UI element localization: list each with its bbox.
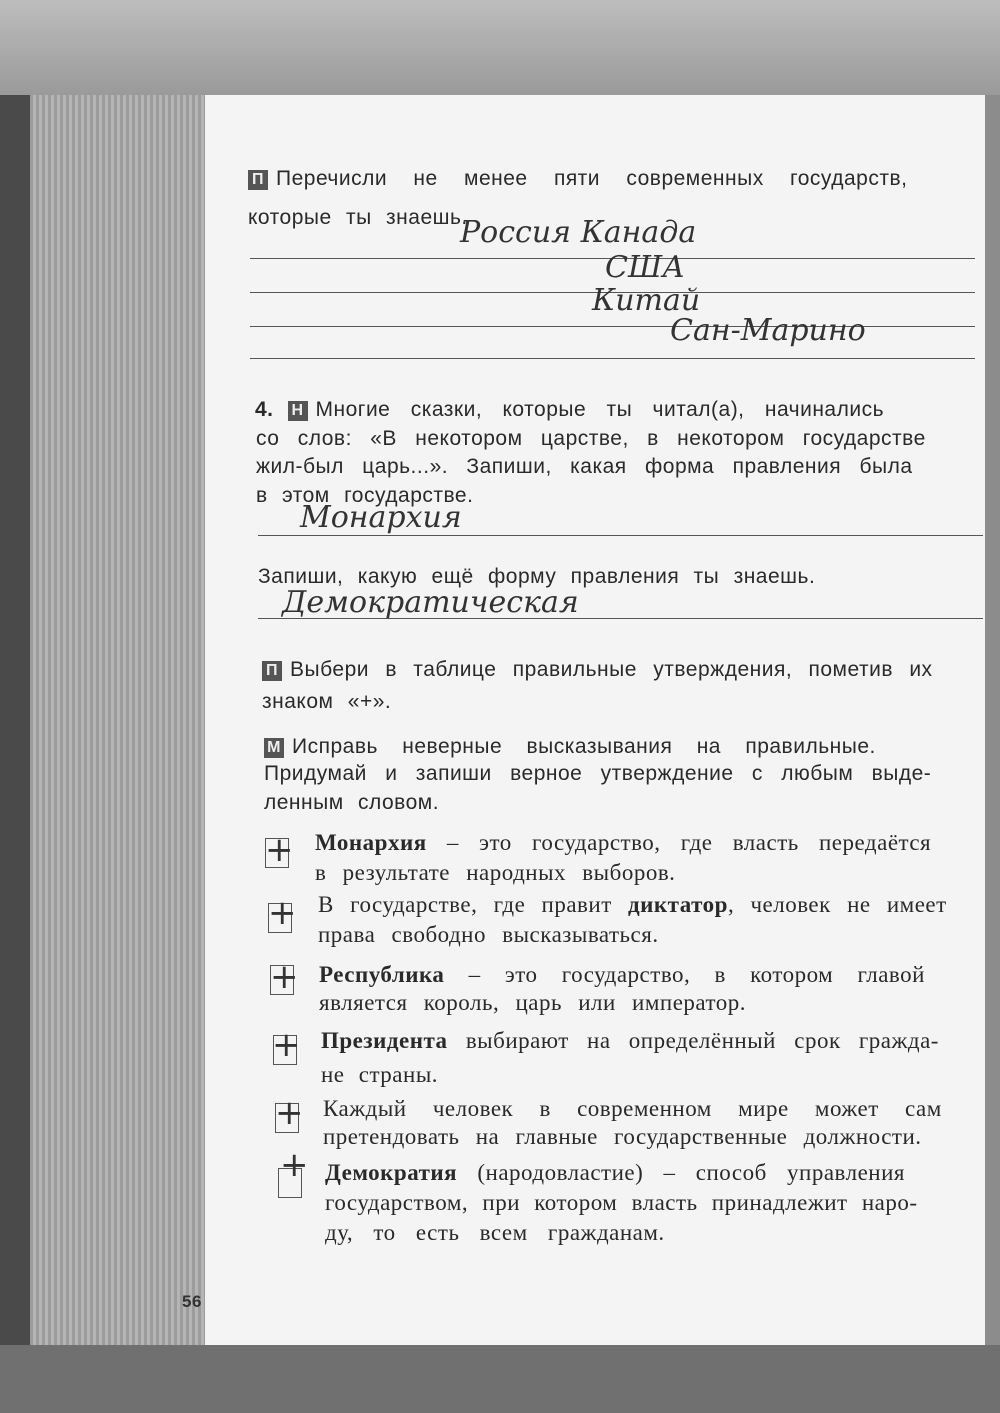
statement-line: права свободно высказываться. [318,922,659,947]
task-list-line1 [248,167,907,191]
scan-background-bottom [0,1345,1000,1413]
scan-background [0,0,1000,95]
task-badge: М [264,738,284,758]
task-fix-line2: Придумай и запиши верное утверждение с любым выде- [264,762,932,785]
text: Многие сказки, которые ты читал(а), начинались [315,398,885,421]
handwritten-answer: Россия Канада [460,215,697,250]
text: – это государство, в котором главой [444,962,925,987]
statement-line: в результате народных выборов. [315,860,676,885]
statement-line: государством, при котором власть принадлежит наро- [325,1190,918,1215]
scan-border [985,95,1000,1345]
task-badge: П [248,170,268,190]
page-number: 56 [182,1292,202,1311]
handwritten-answer: США [605,250,685,285]
answer-line [258,535,983,536]
answer-line [250,326,975,327]
task-number: 4. [255,398,274,421]
statement-line: не страны. [321,1062,439,1087]
task4-line3: жил-был царь...». Запиши, какая форма правления была [256,455,913,478]
page-stack-edge [30,95,220,1345]
statement-line [315,830,931,856]
task-select-line1 [262,658,933,682]
handwritten-mark: + [270,957,299,997]
statement-line: претендовать на главные государственные должности. [323,1124,922,1149]
text: Выбери в таблице правильные утверждения, пометив их [290,658,933,681]
task4-line1 [255,398,884,422]
handwritten-mark: + [268,893,297,933]
bold-term: Демократия [325,1160,458,1185]
bold-term: Республика [319,962,445,987]
text: (народовластие) – способ управления [457,1160,905,1185]
statement-line: Каждый человек в современном мире может сам [323,1096,942,1121]
text: Перечисли не менее пяти современных государств, [276,167,908,190]
handwritten-answer: Китай [592,283,701,318]
task-fix-line3: ленным словом. [264,791,440,814]
handwritten-mark: + [280,1145,309,1185]
handwritten-answer: Сан-Марино [670,313,866,348]
handwritten-mark: + [272,1025,301,1065]
text: выбирают на определённый срок гражда- [447,1028,939,1053]
statement-line: ду, то есть всем гражданам. [325,1220,665,1245]
text: , человек не имеет [727,892,947,917]
task-badge: Н [288,401,308,421]
statement-line [318,892,947,918]
task4-line4: в этом государстве. [256,484,474,507]
answer-line [250,358,975,359]
bold-term: Президента [321,1028,448,1053]
text: В государстве, где правит [318,892,629,917]
task4-prompt2: Запиши, какую ещё форму правления ты знаешь. [258,565,816,588]
handwritten-answer: Демократическая [282,585,579,620]
statement-line: является король, царь или император. [319,990,747,1015]
task-list-line2: которые ты знаешь. [248,206,468,229]
task-fix-line1 [264,735,876,759]
statement-line [325,1160,905,1186]
handwritten-answer: Монархия [300,500,462,535]
task-badge: П [262,661,282,681]
task4-line2: со слов: «В некотором царстве, в некотором государстве [256,427,926,450]
task-select-line2: знаком «+». [262,690,392,713]
bold-term: диктатор [628,892,728,917]
statement-line [321,1028,939,1054]
handwritten-mark: + [265,830,294,870]
text: – это государство, где власть передаётся [426,830,932,855]
bold-term: Монархия [315,830,427,855]
handwritten-mark: + [275,1093,304,1133]
statement-line [319,962,925,988]
text: Исправь неверные высказывания на правильные. [292,735,876,758]
